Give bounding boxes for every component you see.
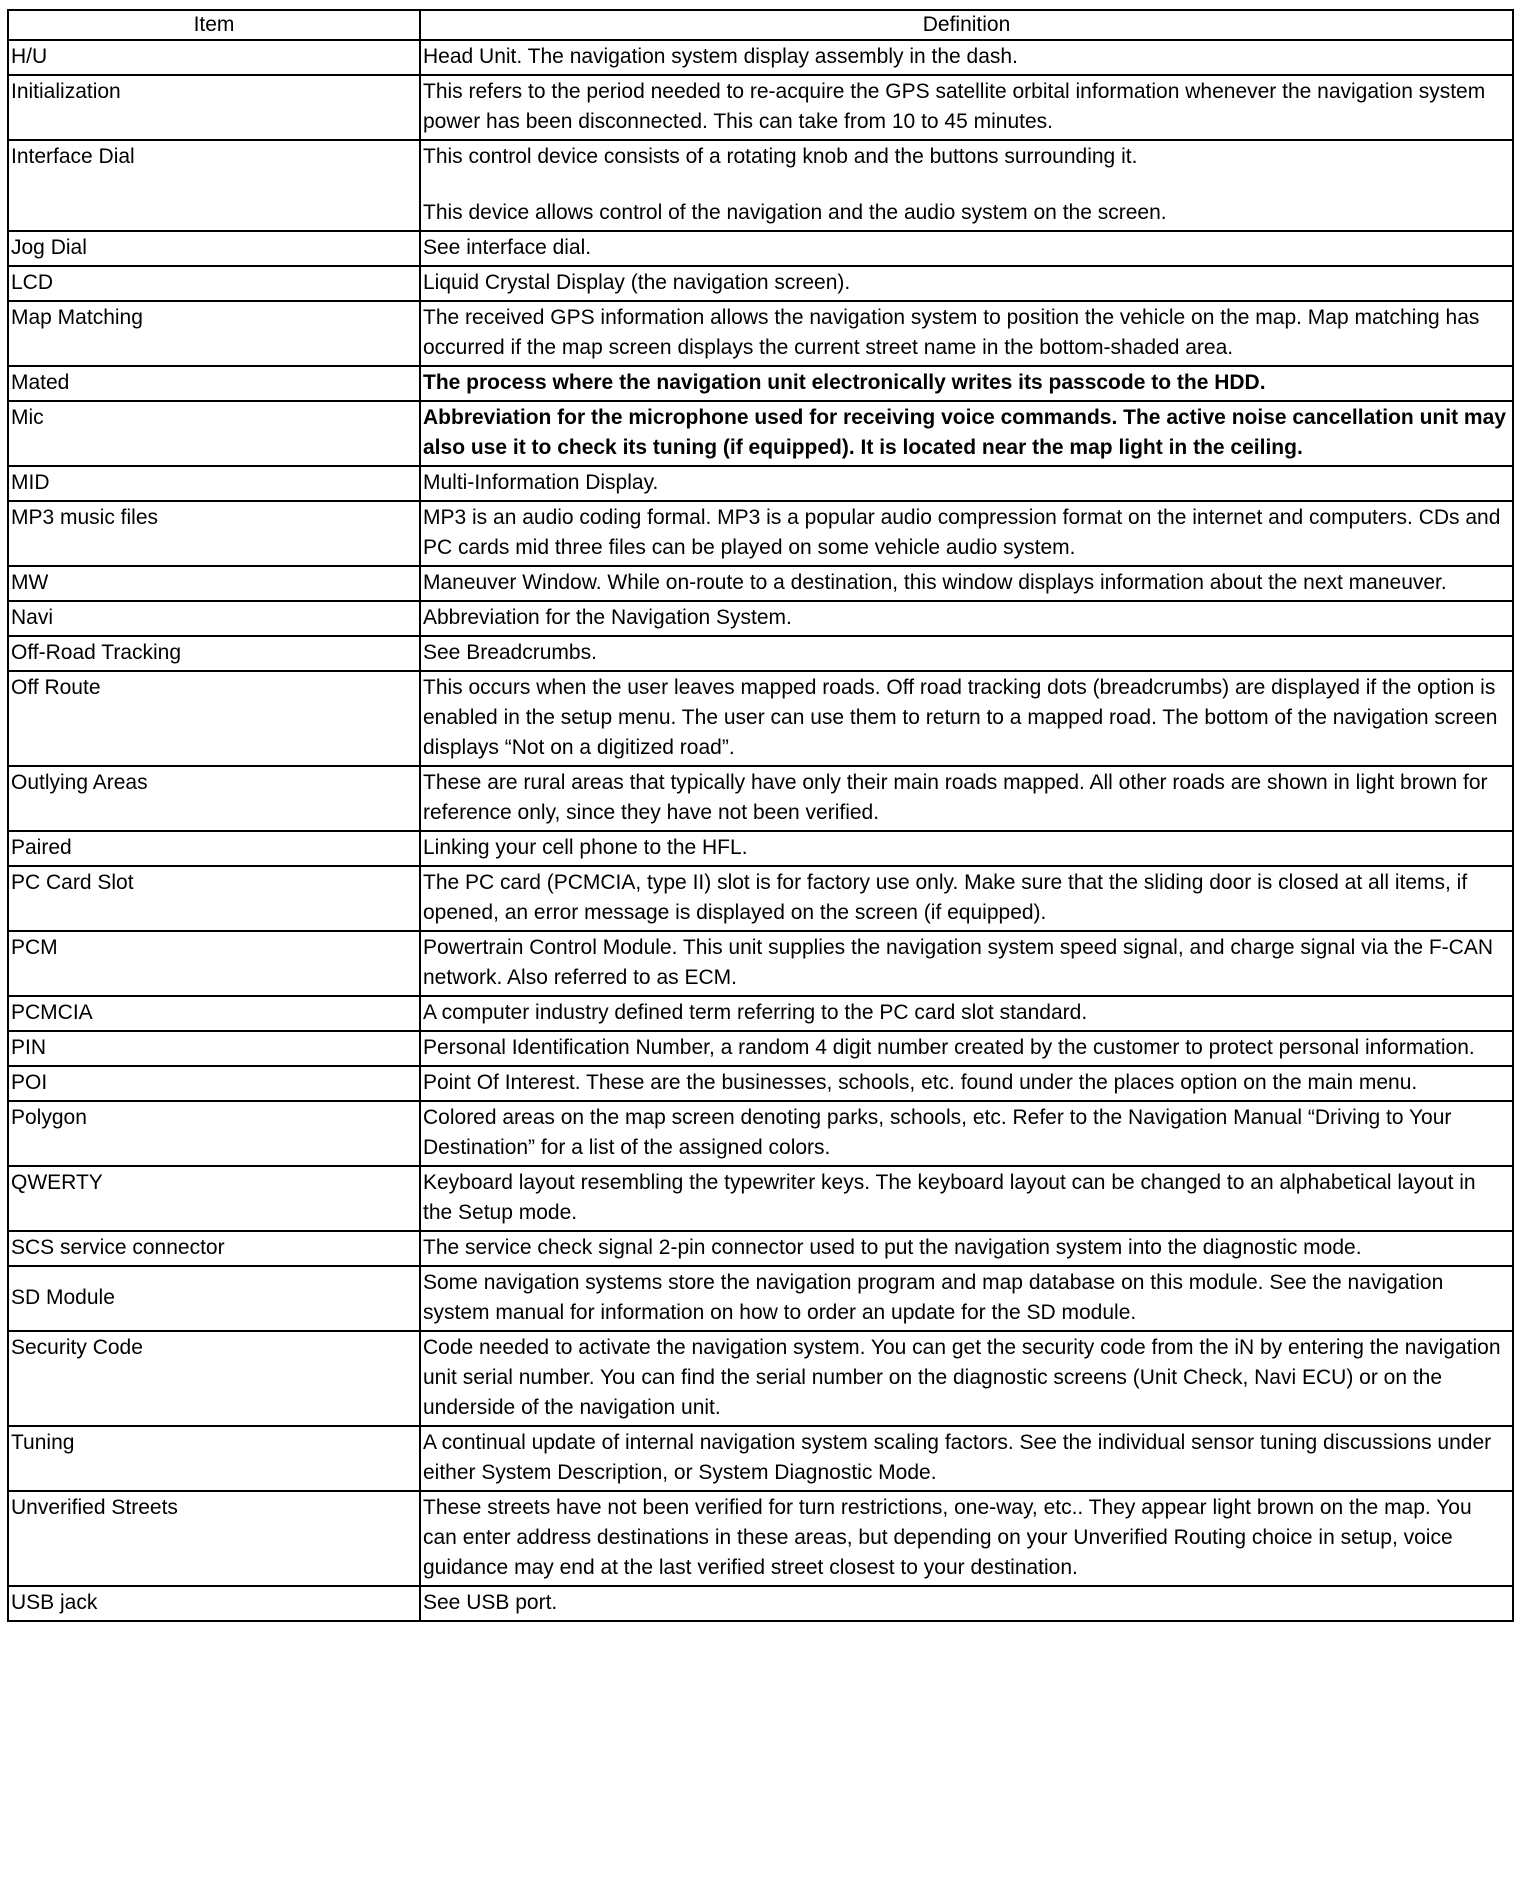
table-row — [8, 1231, 1513, 1266]
table-row — [8, 140, 1513, 231]
definition-text: Multi-Information Display. — [423, 471, 659, 494]
definition-cell — [420, 636, 1513, 671]
term-cell: H/U — [8, 40, 420, 75]
term-cell: USB jack — [8, 1586, 420, 1621]
term-cell: Navi — [8, 601, 420, 636]
table-row — [8, 931, 1513, 996]
table-header — [8, 10, 1513, 40]
table-row — [8, 831, 1513, 866]
table-row — [8, 566, 1513, 601]
definition-text: MP3 is an audio coding formal. MP3 is a popular audio compression format on the internet and computers. CDs and PC cards mid three files can be played on some vehicle audio system. — [423, 506, 1501, 559]
definition-cell — [420, 766, 1513, 831]
definition-text: Point Of Interest. These are the businesses, schools, etc. found under the places option on the main menu. — [423, 1071, 1418, 1094]
definition-cell — [420, 831, 1513, 866]
table-row — [8, 1426, 1513, 1491]
term-cell: Security Code — [8, 1331, 420, 1426]
term-cell: MW — [8, 566, 420, 601]
term-cell: Paired — [8, 831, 420, 866]
term-cell: Off-Road Tracking — [8, 636, 420, 671]
definition-text: This occurs when the user leaves mapped roads. Off road tracking dots (breadcrumbs) are displayed if the option is enabled in the setup menu. The user can use them to return to a mapped road. The bottom of the navigation screen displays “Not on a digitized road”. — [423, 676, 1498, 759]
term-cell: MID — [8, 466, 420, 501]
term-cell: PCM — [8, 931, 420, 996]
table-row — [8, 231, 1513, 266]
table-row — [8, 1491, 1513, 1586]
term-cell: SCS service connector — [8, 1231, 420, 1266]
term-cell: LCD — [8, 266, 420, 301]
term-cell: Map Matching — [8, 301, 420, 366]
definition-cell — [420, 75, 1513, 140]
table-row — [8, 1166, 1513, 1231]
definition-cell — [420, 566, 1513, 601]
definition-cell — [420, 1101, 1513, 1166]
definition-text: See interface dial. — [423, 236, 592, 259]
definition-text: Maneuver Window. While on-route to a destination, this window displays information about the next maneuver. — [423, 571, 1447, 594]
table-row — [8, 766, 1513, 831]
table-row — [8, 366, 1513, 401]
definition-text: Personal Identification Number, a random 4 digit number created by the customer to protect personal information. — [423, 1036, 1475, 1059]
column-header-definition: Definition — [420, 10, 1513, 40]
table-row — [8, 1266, 1513, 1331]
column-header-item: Item — [8, 10, 420, 40]
definition-text: A computer industry defined term referring to the PC card slot standard. — [423, 1001, 1088, 1024]
definition-text: The received GPS information allows the navigation system to position the vehicle on the map. Map matching has occurred if the map screen displays the current street name in the bottom-shaded area. — [423, 306, 1480, 359]
table-row — [8, 466, 1513, 501]
definition-text: The PC card (PCMCIA, type II) slot is for factory use only. Make sure that the sliding door is closed at all items, if opened, an error message is displayed on the screen (if equipped). — [423, 871, 1468, 924]
term-cell: Mic — [8, 401, 420, 466]
definition-cell — [420, 231, 1513, 266]
term-cell: Unverified Streets — [8, 1491, 420, 1586]
table-row — [8, 501, 1513, 566]
table-row — [8, 301, 1513, 366]
definition-cell — [420, 40, 1513, 75]
definition-text: These streets have not been verified for turn restrictions, one-way, etc.. They appear light brown on the map. You can enter address destinations in these areas, but depending on your Unverified Routing choice in setup, voice guidance may end at the last verified street closest to your destination. — [423, 1496, 1472, 1579]
definition-text: See USB port. — [423, 1591, 558, 1614]
definition-text: The process where the navigation unit electronically writes its passcode to the HDD. — [423, 371, 1266, 394]
definition-text: Code needed to activate the navigation system. You can get the security code from the iN by entering the navigation unit serial number. You can find the serial number on the diagnostic screens (Unit Check, Navi ECU) or on the underside of the navigation unit. — [423, 1336, 1501, 1419]
definition-text: A continual update of internal navigation system scaling factors. See the individual sensor tuning discussions under either System Description, or System Diagnostic Mode. — [423, 1431, 1492, 1484]
term-cell: Initialization — [8, 75, 420, 140]
term-cell: MP3 music files — [8, 501, 420, 566]
table-row — [8, 1586, 1513, 1621]
table-row — [8, 636, 1513, 671]
definition-cell — [420, 1031, 1513, 1066]
term-cell: Interface Dial — [8, 140, 420, 231]
table-row — [8, 996, 1513, 1031]
table-row — [8, 401, 1513, 466]
term-cell: SD Module — [8, 1266, 420, 1331]
definition-text: This refers to the period needed to re-acquire the GPS satellite orbital information whenever the navigation system power has been disconnected. This can take from 10 to 45 minutes. — [423, 80, 1486, 133]
table-row — [8, 671, 1513, 766]
term-cell: Polygon — [8, 1101, 420, 1166]
table-body — [8, 40, 1513, 1621]
table-row — [8, 75, 1513, 140]
definition-text: Powertrain Control Module. This unit supplies the navigation system speed signal, and charge signal via the F-CAN network. Also referred to as ECM. — [423, 936, 1494, 989]
definition-text: Head Unit. The navigation system display assembly in the dash. — [423, 45, 1018, 68]
definition-text: This device allows control of the navigation and the audio system on the screen. — [423, 201, 1167, 224]
definition-cell — [420, 266, 1513, 301]
definition-cell — [420, 1426, 1513, 1491]
header-row — [8, 10, 1513, 40]
table-row — [8, 1031, 1513, 1066]
definition-cell — [420, 866, 1513, 931]
term-cell: PCMCIA — [8, 996, 420, 1031]
definition-text: Abbreviation for the Navigation System. — [423, 606, 792, 629]
definition-cell — [420, 466, 1513, 501]
table-row — [8, 601, 1513, 636]
table-row — [8, 1066, 1513, 1101]
definition-text: Linking your cell phone to the HFL. — [423, 836, 748, 859]
definition-cell — [420, 1331, 1513, 1426]
definition-cell — [420, 671, 1513, 766]
definition-cell — [420, 601, 1513, 636]
definition-text: This control device consists of a rotating knob and the buttons surrounding it. — [423, 145, 1138, 168]
definition-cell — [420, 1266, 1513, 1331]
definition-text: Some navigation systems store the navigation program and map database on this module. See the navigation system manual for information on how to order an update for the SD module. — [423, 1271, 1444, 1324]
term-cell: PIN — [8, 1031, 420, 1066]
term-cell: POI — [8, 1066, 420, 1101]
definition-cell — [420, 366, 1513, 401]
definition-cell — [420, 401, 1513, 466]
table-row — [8, 1101, 1513, 1166]
definition-text: Liquid Crystal Display (the navigation screen). — [423, 271, 851, 294]
definition-cell — [420, 1066, 1513, 1101]
glossary-page — [7, 9, 1512, 1622]
term-cell: Outlying Areas — [8, 766, 420, 831]
definition-cell — [420, 931, 1513, 996]
definition-cell — [420, 1491, 1513, 1586]
definition-cell — [420, 501, 1513, 566]
glossary-table — [7, 9, 1514, 1622]
table-row — [8, 1331, 1513, 1426]
term-cell: PC Card Slot — [8, 866, 420, 931]
definition-text: See Breadcrumbs. — [423, 641, 597, 664]
term-cell: QWERTY — [8, 1166, 420, 1231]
definition-text: Abbreviation for the microphone used for receiving voice commands. The active noise cancellation unit may also use it to check its tuning (if equipped). It is located near the map light in the ceiling. — [423, 406, 1506, 459]
definition-text: Keyboard layout resembling the typewriter keys. The keyboard layout can be changed to an alphabetical layout in the Setup mode. — [423, 1171, 1476, 1224]
term-cell: Off Route — [8, 671, 420, 766]
definition-cell — [420, 140, 1513, 231]
term-cell: Mated — [8, 366, 420, 401]
definition-cell — [420, 1231, 1513, 1266]
definition-text: The service check signal 2-pin connector used to put the navigation system into the diagnostic mode. — [423, 1236, 1362, 1259]
definition-text: Colored areas on the map screen denoting parks, schools, etc. Refer to the Navigation Manual “Driving to Your Destination” for a list of the assigned colors. — [423, 1106, 1452, 1159]
term-cell: Tuning — [8, 1426, 420, 1491]
term-cell: Jog Dial — [8, 231, 420, 266]
table-row — [8, 40, 1513, 75]
definition-text: These are rural areas that typically have only their main roads mapped. All other roads are shown in light brown for reference only, since they have not been verified. — [423, 771, 1488, 824]
definition-cell — [420, 1166, 1513, 1231]
table-row — [8, 866, 1513, 931]
table-row — [8, 266, 1513, 301]
definition-cell — [420, 996, 1513, 1031]
definition-cell — [420, 1586, 1513, 1621]
definition-cell — [420, 301, 1513, 366]
